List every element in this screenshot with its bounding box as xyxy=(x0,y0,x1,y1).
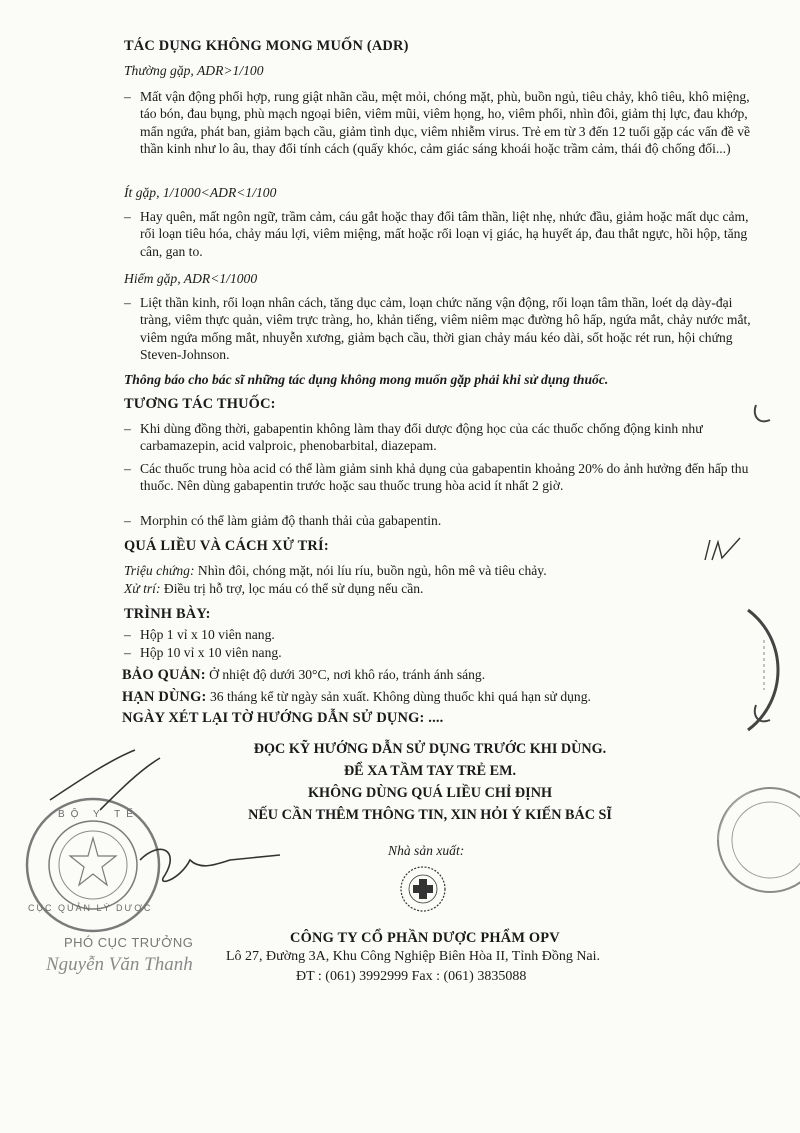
round-stamp-icon xyxy=(700,780,800,910)
overdose-symptoms xyxy=(124,562,744,579)
presentation-title: TRÌNH BÀY: xyxy=(124,606,211,622)
treatment-label: Xử trí: xyxy=(124,581,161,596)
dash: – xyxy=(124,295,131,310)
adr-title: TÁC DỤNG KHÔNG MONG MUỐN (ADR) xyxy=(124,38,409,54)
treatment-text: Điều trị hỗ trợ, lọc máu có thể sử dụng nếu cần. xyxy=(160,581,424,596)
presentation-text: Hộp 10 vỉ x 10 viên nang. xyxy=(140,645,282,660)
storage-label: BẢO QUẢN: xyxy=(122,667,206,683)
adr-uncommon-item xyxy=(124,208,760,260)
expiry-label: HẠN DÙNG: xyxy=(122,689,207,705)
stamp-top-text: BỘ Y TẾ xyxy=(58,809,139,820)
stamp-bottom-text: CỤC QUẢN LÝ DƯỢC xyxy=(28,903,153,913)
adr-uncommon-text: Hay quên, mất ngôn ngữ, trầm cảm, cáu gắt hoặc thay đổi tâm thần, liệt nhẹ, nhức đầu, giảm hoặc mất dục cảm, rối loạn tiêu hóa, chảy máu lợi, viêm miệng, mất hoặc rối loạn vị giác, hạ huyết áp, đau thắt ngực, hồi hộp, tăng cân, gan to. xyxy=(140,209,749,259)
adr-rare-item xyxy=(124,294,760,364)
warning-line: ĐỂ XA TẦM TAY TRẺ EM. xyxy=(343,763,517,779)
dash: – xyxy=(124,209,131,224)
storage-text: Ở nhiệt độ dưới 30°C, nơi khô ráo, tránh ánh sáng. xyxy=(205,667,486,682)
interaction-item xyxy=(124,420,760,455)
overdose-title: QUÁ LIỀU VÀ CÁCH XỬ TRÍ: xyxy=(124,538,329,554)
dash: – xyxy=(124,461,131,476)
presentation-text: Hộp 1 vỉ x 10 viên nang. xyxy=(140,627,275,642)
storage xyxy=(122,666,742,684)
adr-common-item xyxy=(124,88,760,158)
interaction-item xyxy=(124,460,760,495)
interaction-text: Các thuốc trung hòa acid có thể làm giảm sinh khả dụng của gabapentin khoảng 20% do ảnh hưởng đến hấp thu thuốc. Nên dùng gabapentin trước hoặc sau thuốc trung hòa acid ít nhất 2 giờ. xyxy=(140,461,749,494)
warning-line: ĐỌC KỸ HƯỚNG DẪN SỬ DỤNG TRƯỚC KHI DÙNG. xyxy=(253,741,607,757)
company-name: CÔNG TY CỔ PHẦN DƯỢC PHẨM OPV xyxy=(290,930,560,946)
adr-rare-label: Hiếm gặp, ADR<1/1000 xyxy=(124,271,258,286)
signature-icon xyxy=(40,740,290,900)
presentation-item xyxy=(124,644,760,661)
company-address: Lô 27, Đường 3A, Khu Công Nghiệp Biên Hòa II, Tỉnh Đồng Nai. xyxy=(226,949,601,964)
adr-rare-text: Liệt thần kinh, rối loạn nhân cách, tăng dục cảm, loạn chức năng vận động, rối loạn tâm thần, loét dạ dày-đại tràng, viêm thực quản, viêm trực tràng, ho, khản tiếng, viêm niêm mạc đường hô hấp, ngứa mắt, chảy nước mắt, viêm ngứa mống mắt, nhuyễn xương, giảm bạch cầu, thời gian chảy máu kéo dài, sốt hoặc rét run, hội chứng Steven-Johnson. xyxy=(140,295,751,363)
symptoms-label: Triệu chứng: xyxy=(124,563,195,578)
warning-line: NẾU CẦN THÊM THÔNG TIN, XIN HỎI Ý KIẾN BÁC SĨ xyxy=(248,807,612,823)
initials-mark-icon xyxy=(700,530,760,570)
review-date: NGÀY XÉT LẠI TỜ HƯỚNG DẪN SỬ DỤNG: .... xyxy=(122,710,444,726)
expiry-text: 36 tháng kể từ ngày sản xuất. Không dùng thuốc khi quá hạn sử dụng. xyxy=(206,689,591,704)
adr-notice: Thông báo cho bác sĩ những tác dụng không mong muốn gặp phải khi sử dụng thuốc. xyxy=(124,372,609,387)
expiry xyxy=(122,688,742,706)
adr-common-label: Thường gặp, ADR>1/100 xyxy=(124,63,264,78)
warning-line: KHÔNG DÙNG QUÁ LIỀU CHỈ ĐỊNH xyxy=(308,785,552,801)
manufacturer-label: Nhà sản xuất: xyxy=(388,843,465,858)
opv-logo-icon xyxy=(398,864,448,914)
margin-mark-icon xyxy=(748,700,778,730)
dash: – xyxy=(124,421,131,436)
presentation-item xyxy=(124,626,760,643)
interaction-text: Morphin có thể làm giảm độ thanh thải của gabapentin. xyxy=(140,513,442,528)
dash: – xyxy=(124,513,131,528)
company-phone: ĐT : (061) 3992999 Fax : (061) 3835088 xyxy=(296,969,527,984)
dash: – xyxy=(124,627,131,642)
overdose-treatment xyxy=(124,580,744,597)
dash: – xyxy=(124,89,131,104)
symptoms-text: Nhìn đôi, chóng mặt, nói líu ríu, buồn ngủ, hôn mê và tiêu chảy. xyxy=(194,563,547,578)
signatory-name: Nguyễn Văn Thanh xyxy=(46,954,193,975)
interaction-item xyxy=(124,512,760,529)
interaction-text: Khi dùng đồng thời, gabapentin không làm thay đổi dược động học của các thuốc chống động kinh như carbamazepin, acid valproic, phenobarbital, diazepam. xyxy=(140,421,703,454)
signatory-position: PHÓ CỤC TRƯỞNG xyxy=(64,935,194,950)
margin-mark-icon xyxy=(748,400,778,430)
adr-common-text: Mất vận động phối hợp, rung giật nhãn cầu, mệt mỏi, chóng mặt, phù, buồn ngủ, tiêu chảy, khô tiêu, khô miệng, táo bón, đau bụng, phù mạch ngoại biên, viêm mũi, viêm họng, ho, viêm phổi, nhìn đôi, giảm thị lực, đau khớp, mẩn ngứa, phát ban, giảm bạch cầu, giảm tình dục, viêm nhiễm virus. Trẻ em từ 3 đến 12 tuổi gặp các vấn đề về thần kinh như lo âu, thay đổi tính cách (quấy khóc, cảm giác sáng khoái hoặc trầm cảm, thái độ chống đối...) xyxy=(140,89,751,157)
adr-uncommon-label: Ít gặp, 1/1000<ADR<1/100 xyxy=(124,185,277,200)
interactions-title: TƯƠNG TÁC THUỐC: xyxy=(124,396,276,412)
dash: – xyxy=(124,645,131,660)
